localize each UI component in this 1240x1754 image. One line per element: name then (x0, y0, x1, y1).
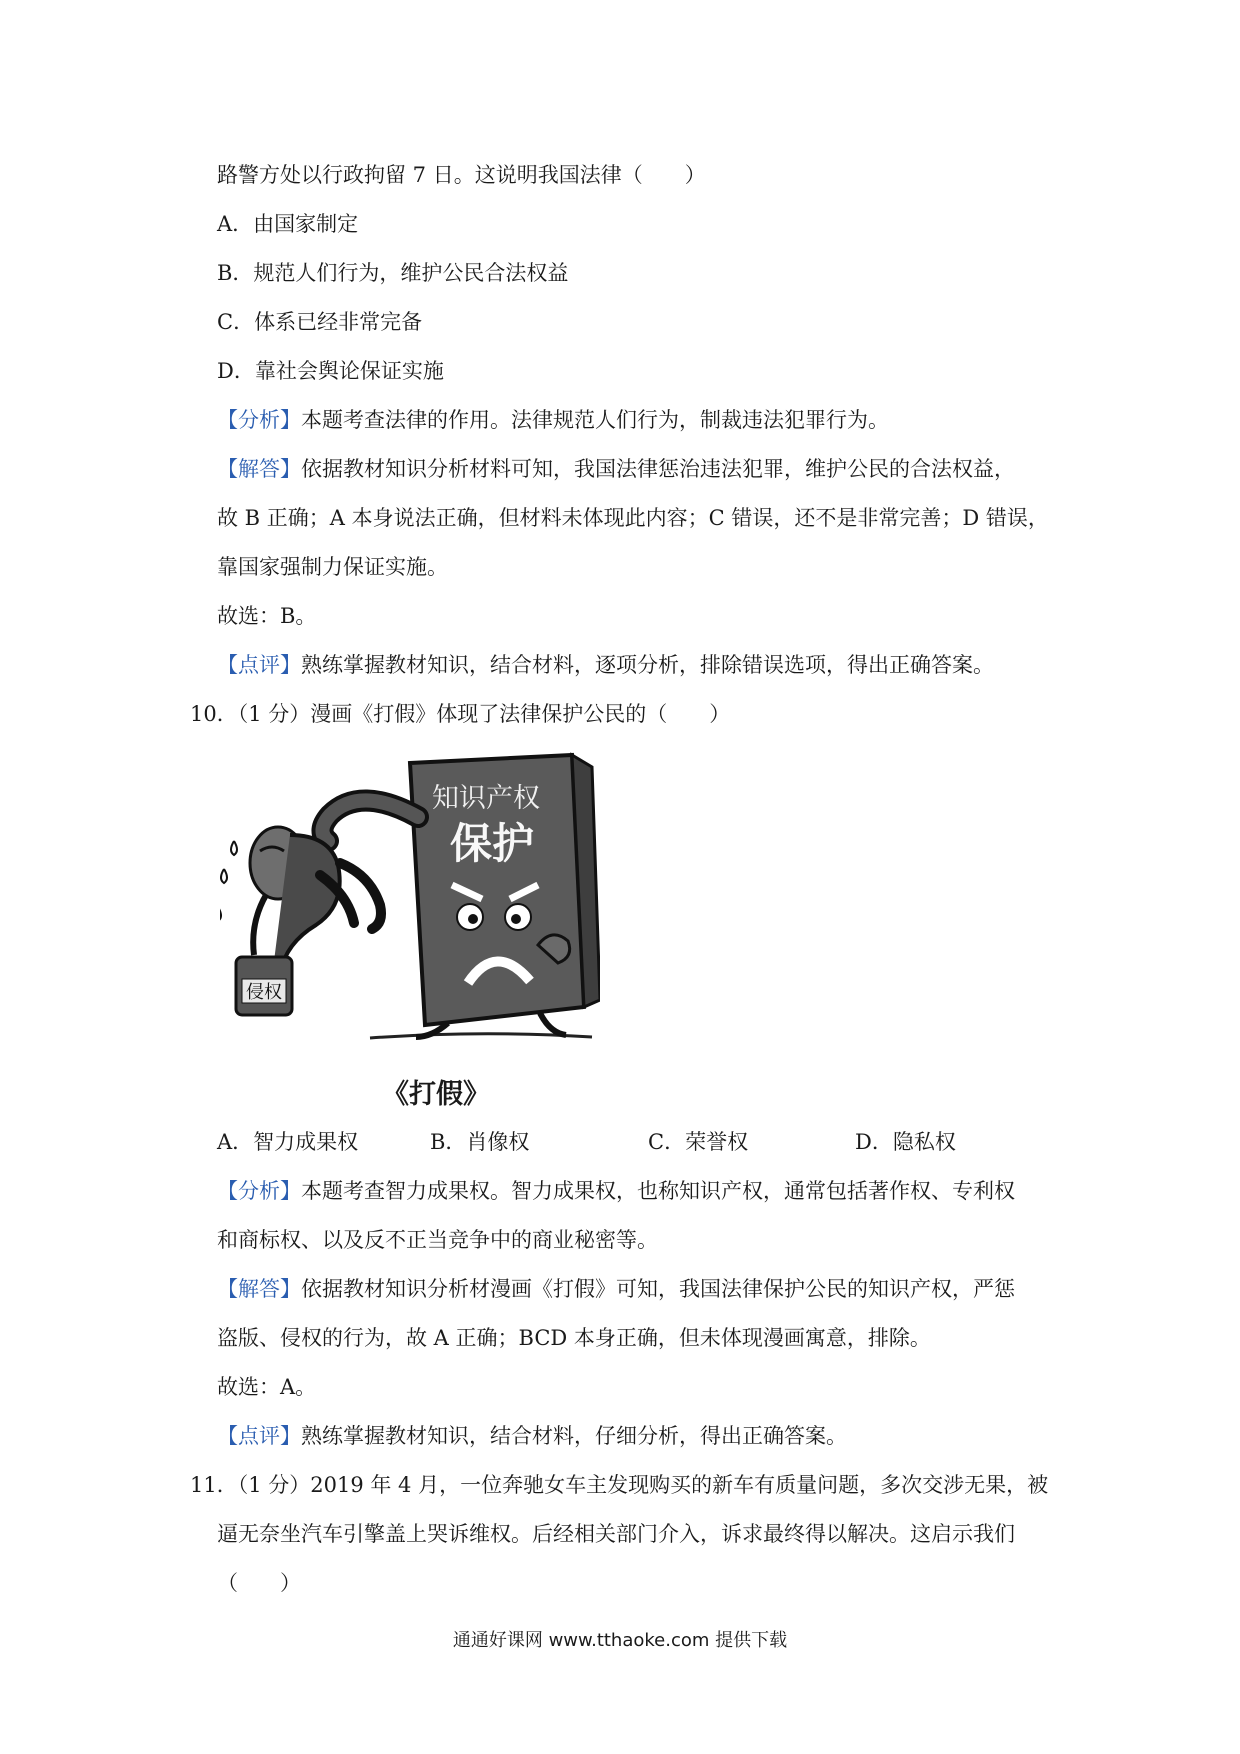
q9-analysis-text: 本题考查法律的作用。法律规范人们行为，制裁违法犯罪行为。 (301, 408, 889, 432)
q9-option-a: A．由国家制定 (217, 212, 359, 236)
cartoon-caption: 《打假》 (382, 1079, 490, 1110)
q9-choice: 故选：B。 (217, 604, 317, 628)
bag-label-text: 侵权 (246, 982, 282, 1003)
q9-option-b: B．规范人们行为，维护公民合法权益 (217, 261, 569, 285)
sweat-drop-2 (221, 869, 227, 883)
q9-comment-tag: 【点评】 (217, 653, 301, 677)
q9-option-d: D．靠社会舆论保证实施 (217, 359, 444, 383)
q10-choice: 故选：A。 (217, 1375, 317, 1399)
board-leg-right (540, 1013, 566, 1035)
q10-analysis-line-2: 和商标权、以及反不正当竞争中的商业秘密等。 (217, 1228, 658, 1252)
q9-analysis (217, 405, 889, 435)
q9-stem-tail: 路警方处以行政拘留 7 日。这说明我国法律（ ） (217, 163, 706, 187)
q10-answer-tag: 【解答】 (217, 1277, 301, 1301)
q9-comment (217, 650, 994, 680)
q10-analysis-tag: 【分析】 (217, 1179, 301, 1203)
q9-answer-line-1 (217, 454, 1015, 484)
page-footer: 通通好课网 www.tthaoke.com 提供下载 (452, 1630, 788, 1651)
q10-answer-line-2: 盗版、侵权的行为，故 A 正确；BCD 本身正确，但未体现漫画寓意，排除。 (217, 1326, 931, 1350)
man-arm (253, 895, 266, 955)
q10-stem: 10．（1 分）漫画《打假》体现了法律保护公民的（ ） (190, 702, 731, 726)
q11-stem-line-3: （ ） (217, 1571, 301, 1595)
q10-comment (217, 1421, 847, 1451)
q9-answer-line-3: 靠国家强制力保证实施。 (217, 555, 448, 579)
cartoon-image (220, 745, 600, 1045)
q9-comment-text: 熟练掌握教材知识，结合材料，逐项分析，排除错误选项，得出正确答案。 (301, 653, 994, 677)
q11-stem-line-2: 逼无奈坐汽车引擎盖上哭诉维权。后经相关部门介入，诉求最终得以解决。这启示我们 (217, 1522, 1015, 1546)
q10-analysis-line-1 (217, 1176, 1015, 1206)
q10-comment-text: 熟练掌握教材知识，结合材料，仔细分析，得出正确答案。 (301, 1424, 847, 1448)
q9-answer-line-2: 故 B 正确；A 本身说法正确，但材料未体现此内容；C 错误，还不是非常完善；D 错误， (217, 506, 1049, 530)
q10-answer-line-1 (217, 1274, 1015, 1304)
q11-stem-line-1: 11．（1 分）2019 年 4 月，一位奔驰女车主发现购买的新车有质量问题，多次交涉无果，被 (190, 1473, 1049, 1497)
q10-analysis-text-1: 本题考查智力成果权。智力成果权，也称知识产权，通常包括著作权、专利权 (301, 1179, 1015, 1203)
q10-option-b: B．肖像权 (430, 1130, 530, 1154)
q10-answer-text-1: 依据教材知识分析材漫画《打假》可知，我国法律保护公民的知识产权，严惩 (301, 1277, 1015, 1301)
right-pupil (511, 914, 521, 924)
board-text-line2: 保护 (450, 819, 535, 868)
q10-option-a: A．智力成果权 (217, 1130, 359, 1154)
q10-comment-tag: 【点评】 (217, 1424, 301, 1448)
left-pupil (468, 914, 478, 924)
q9-option-c: C．体系已经非常完备 (217, 310, 423, 334)
q9-answer-text-1: 依据教材知识分析材料可知，我国法律惩治违法犯罪，维护公民的合法权益， (301, 457, 1015, 481)
sweat-drop-3 (220, 907, 221, 921)
sweat-drop-1 (231, 841, 237, 855)
q9-analysis-tag: 【分析】 (217, 408, 301, 432)
board-text-line1: 知识产权 (432, 783, 540, 814)
q10-option-c: C．荣誉权 (648, 1130, 749, 1154)
q10-option-d: D．隐私权 (855, 1130, 956, 1154)
q9-answer-tag: 【解答】 (217, 457, 301, 481)
